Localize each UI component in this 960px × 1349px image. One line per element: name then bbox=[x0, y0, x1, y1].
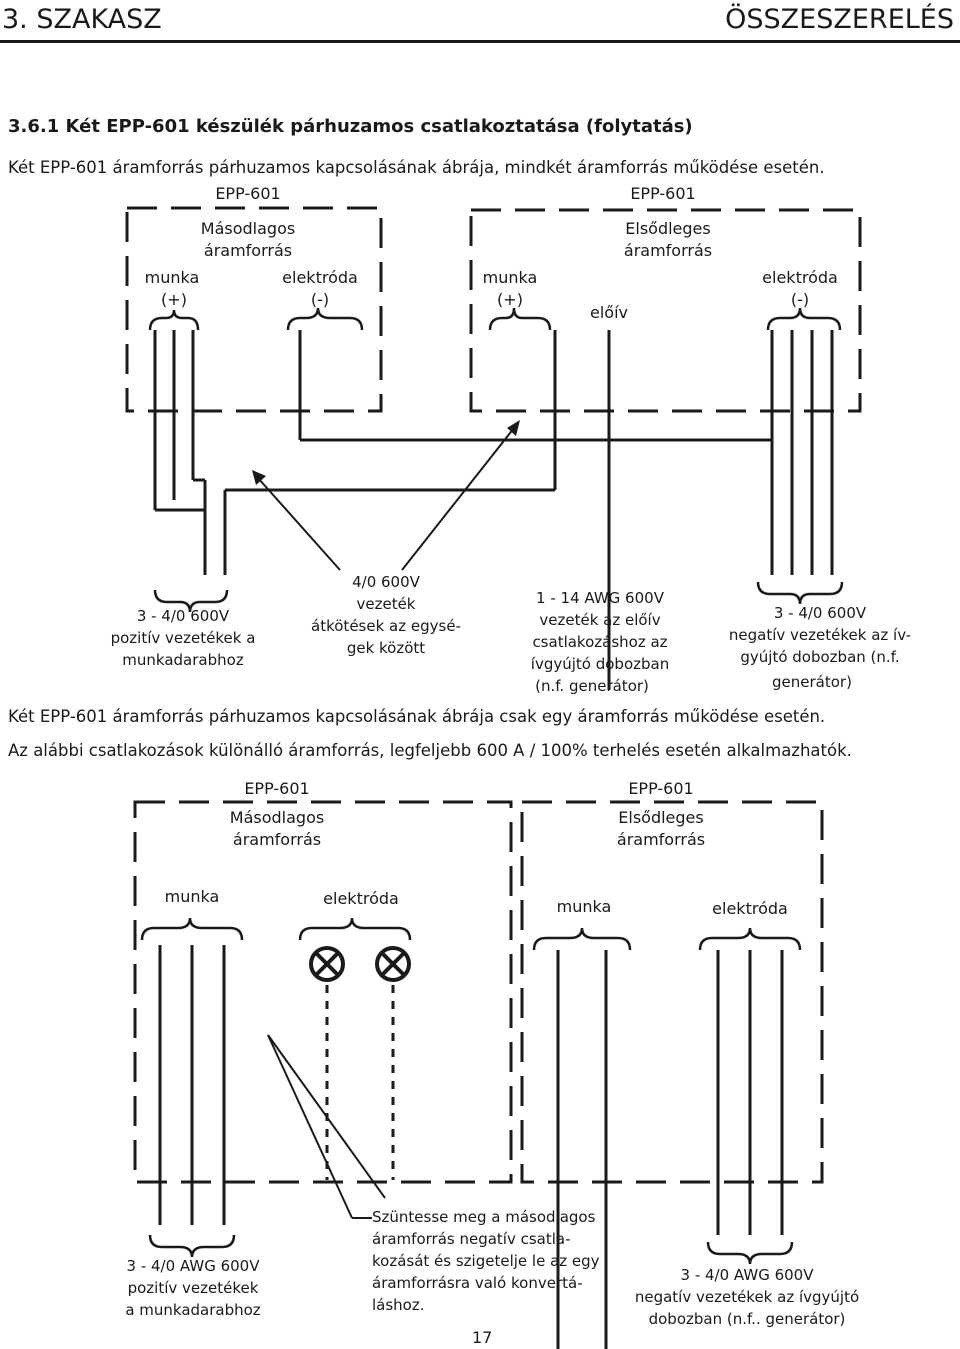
top-left-electrode-label: elektróda bbox=[282, 268, 358, 287]
top-right-electrode-brace bbox=[768, 308, 840, 330]
top-left-role-1: Másodlagos bbox=[200, 219, 296, 238]
svg-text:kozását és szigetelje le az eg: kozását és szigetelje le az egy bbox=[372, 1252, 600, 1270]
svg-text:3 - 4/0 600V: 3 - 4/0 600V bbox=[773, 604, 867, 622]
bottom-positive-end-brace bbox=[150, 1235, 234, 1257]
bottom-left-electrode-brace bbox=[300, 918, 410, 940]
bottom-left-electrode-label: elektróda bbox=[323, 889, 399, 908]
svg-text:negatív vezetékek az ív-: negatív vezetékek az ív- bbox=[728, 626, 912, 644]
svg-text:negatív vezetékek az ívgyújtó: negatív vezetékek az ívgyújtó bbox=[634, 1288, 860, 1306]
bottom-left-role-2: áramforrás bbox=[232, 830, 322, 849]
bottom-right-electrode-brace bbox=[700, 928, 800, 950]
svg-text:pozitív vezetékek a: pozitív vezetékek a bbox=[110, 629, 256, 647]
top-diagram bbox=[111, 184, 911, 695]
top-note-negative bbox=[729, 604, 911, 691]
svg-text:generátor): generátor) bbox=[772, 673, 852, 691]
bottom-left-electrode-stubs bbox=[327, 985, 393, 1180]
bottom-negative-end-brace bbox=[708, 1242, 792, 1264]
top-left-model: EPP-601 bbox=[215, 184, 281, 203]
top-left-work-label: munka bbox=[144, 268, 200, 287]
intro-top: Két EPP-601 áramforrás párhuzamos kapcsolásának ábrája, mindkét áramforrás működése esetén. bbox=[8, 158, 825, 177]
svg-text:3 - 4/0 AWG 600V: 3 - 4/0 AWG 600V bbox=[126, 1257, 260, 1275]
bottom-left-model: EPP-601 bbox=[244, 779, 310, 798]
bottom-left-role-1: Másodlagos bbox=[229, 808, 325, 827]
top-right-work-label: munka bbox=[482, 268, 538, 287]
top-negative-bundle bbox=[772, 330, 832, 575]
top-note-positive bbox=[111, 607, 256, 669]
bottom-left-work-label: munka bbox=[164, 887, 220, 906]
svg-text:4/0 600V: 4/0 600V bbox=[352, 573, 420, 591]
svg-text:3 - 4/0 600V: 3 - 4/0 600V bbox=[136, 607, 230, 625]
bottom-left-work-wires bbox=[160, 945, 224, 1225]
top-right-work-polarity: (+) bbox=[497, 290, 523, 309]
top-right-model: EPP-601 bbox=[630, 184, 696, 203]
bottom-remove-callout-lines bbox=[268, 1035, 385, 1218]
bottom-right-role-2: áramforrás bbox=[616, 830, 706, 849]
intro-bottom-2: Az alábbi csatlakozások különálló áramforrás, legfeljebb 600 A / 100% terhelés esetén alkalmazhatók. bbox=[8, 741, 852, 760]
bottom-note-remove bbox=[372, 1208, 600, 1314]
svg-text:pozitív vezetékek: pozitív vezetékek bbox=[127, 1279, 259, 1297]
svg-text:1 - 14 AWG 600V: 1 - 14 AWG 600V bbox=[536, 589, 664, 607]
top-note-pilot bbox=[531, 589, 669, 695]
bottom-right-work-brace bbox=[534, 928, 630, 950]
insulated-cap-icon bbox=[311, 948, 343, 980]
top-right-role-1: Elsődleges bbox=[625, 219, 711, 238]
top-negative-end-brace bbox=[758, 582, 842, 604]
svg-text:csatlakozáshoz az: csatlakozáshoz az bbox=[532, 633, 668, 651]
top-left-work-polarity: (+) bbox=[161, 290, 187, 309]
svg-text:munkadarabhoz: munkadarabhoz bbox=[122, 651, 244, 669]
section-title: 3. SZAKASZ bbox=[2, 4, 162, 35]
top-left-work-brace bbox=[150, 310, 198, 330]
svg-text:ívgyújtó dobozban: ívgyújtó dobozban bbox=[530, 655, 670, 673]
svg-text:dobozban (n.f.. generátor): dobozban (n.f.. generátor) bbox=[648, 1310, 846, 1328]
intro-bottom-1: Két EPP-601 áramforrás párhuzamos kapcsolásának ábrája csak egy áramforrás működése esetén. bbox=[8, 707, 826, 726]
top-note-jumper bbox=[311, 573, 461, 657]
bottom-note-negative bbox=[635, 1266, 859, 1328]
insulated-cap-icon bbox=[377, 948, 409, 980]
svg-text:átkötések az egysé-: átkötések az egysé- bbox=[311, 617, 461, 635]
page-number: 17 bbox=[472, 1328, 493, 1347]
svg-text:gyújtó dobozban (n.f.: gyújtó dobozban (n.f. bbox=[740, 648, 900, 666]
top-right-electrode-polarity: (-) bbox=[790, 290, 810, 309]
top-left-electrode-brace bbox=[288, 308, 362, 330]
top-jumper-arrows bbox=[252, 420, 520, 570]
bottom-right-role-1: Elsődleges bbox=[618, 808, 704, 827]
svg-text:Szüntesse meg a másodlagos: Szüntesse meg a másodlagos bbox=[372, 1208, 596, 1226]
top-left-electrode-wire bbox=[300, 330, 772, 440]
svg-text:gek között: gek között bbox=[346, 639, 426, 657]
top-right-electrode-label: elektróda bbox=[762, 268, 838, 287]
bottom-diagram bbox=[125, 779, 859, 1349]
bottom-right-electrode-wires bbox=[718, 950, 782, 1235]
bottom-note-positive bbox=[125, 1257, 260, 1319]
top-left-role-2: áramforrás bbox=[203, 241, 293, 260]
svg-text:3 - 4/0 AWG 600V: 3 - 4/0 AWG 600V bbox=[680, 1266, 814, 1284]
top-left-electrode-polarity: (-) bbox=[310, 290, 330, 309]
svg-text:áramforrásra való konvertá-: áramforrásra való konvertá- bbox=[372, 1274, 583, 1292]
top-right-work-brace bbox=[490, 308, 550, 330]
top-left-unit-box bbox=[127, 208, 381, 411]
chapter-title: ÖSSZESZERELÉS bbox=[725, 4, 954, 35]
bottom-right-model: EPP-601 bbox=[628, 779, 694, 798]
top-right-role-2: áramforrás bbox=[623, 241, 713, 260]
svg-text:a munkadarabhoz: a munkadarabhoz bbox=[125, 1301, 261, 1319]
bottom-right-unit-box bbox=[522, 802, 822, 1182]
svg-text:(n.f. generátor): (n.f. generátor) bbox=[535, 677, 649, 695]
subsection-title: 3.6.1 Két EPP-601 készülék párhuzamos csatlakoztatása (folytatás) bbox=[8, 116, 693, 137]
svg-text:áramforrás negatív csatla-: áramforrás negatív csatla- bbox=[372, 1230, 571, 1248]
svg-text:vezeték: vezeték bbox=[356, 595, 416, 613]
svg-text:vezeték az előív: vezeték az előív bbox=[539, 611, 661, 629]
bottom-right-electrode-label: elektróda bbox=[712, 899, 788, 918]
bottom-left-work-brace bbox=[142, 918, 242, 940]
svg-text:láshoz.: láshoz. bbox=[372, 1296, 425, 1314]
bottom-right-work-label: munka bbox=[556, 897, 612, 916]
top-pilot-label: előív bbox=[590, 303, 628, 322]
